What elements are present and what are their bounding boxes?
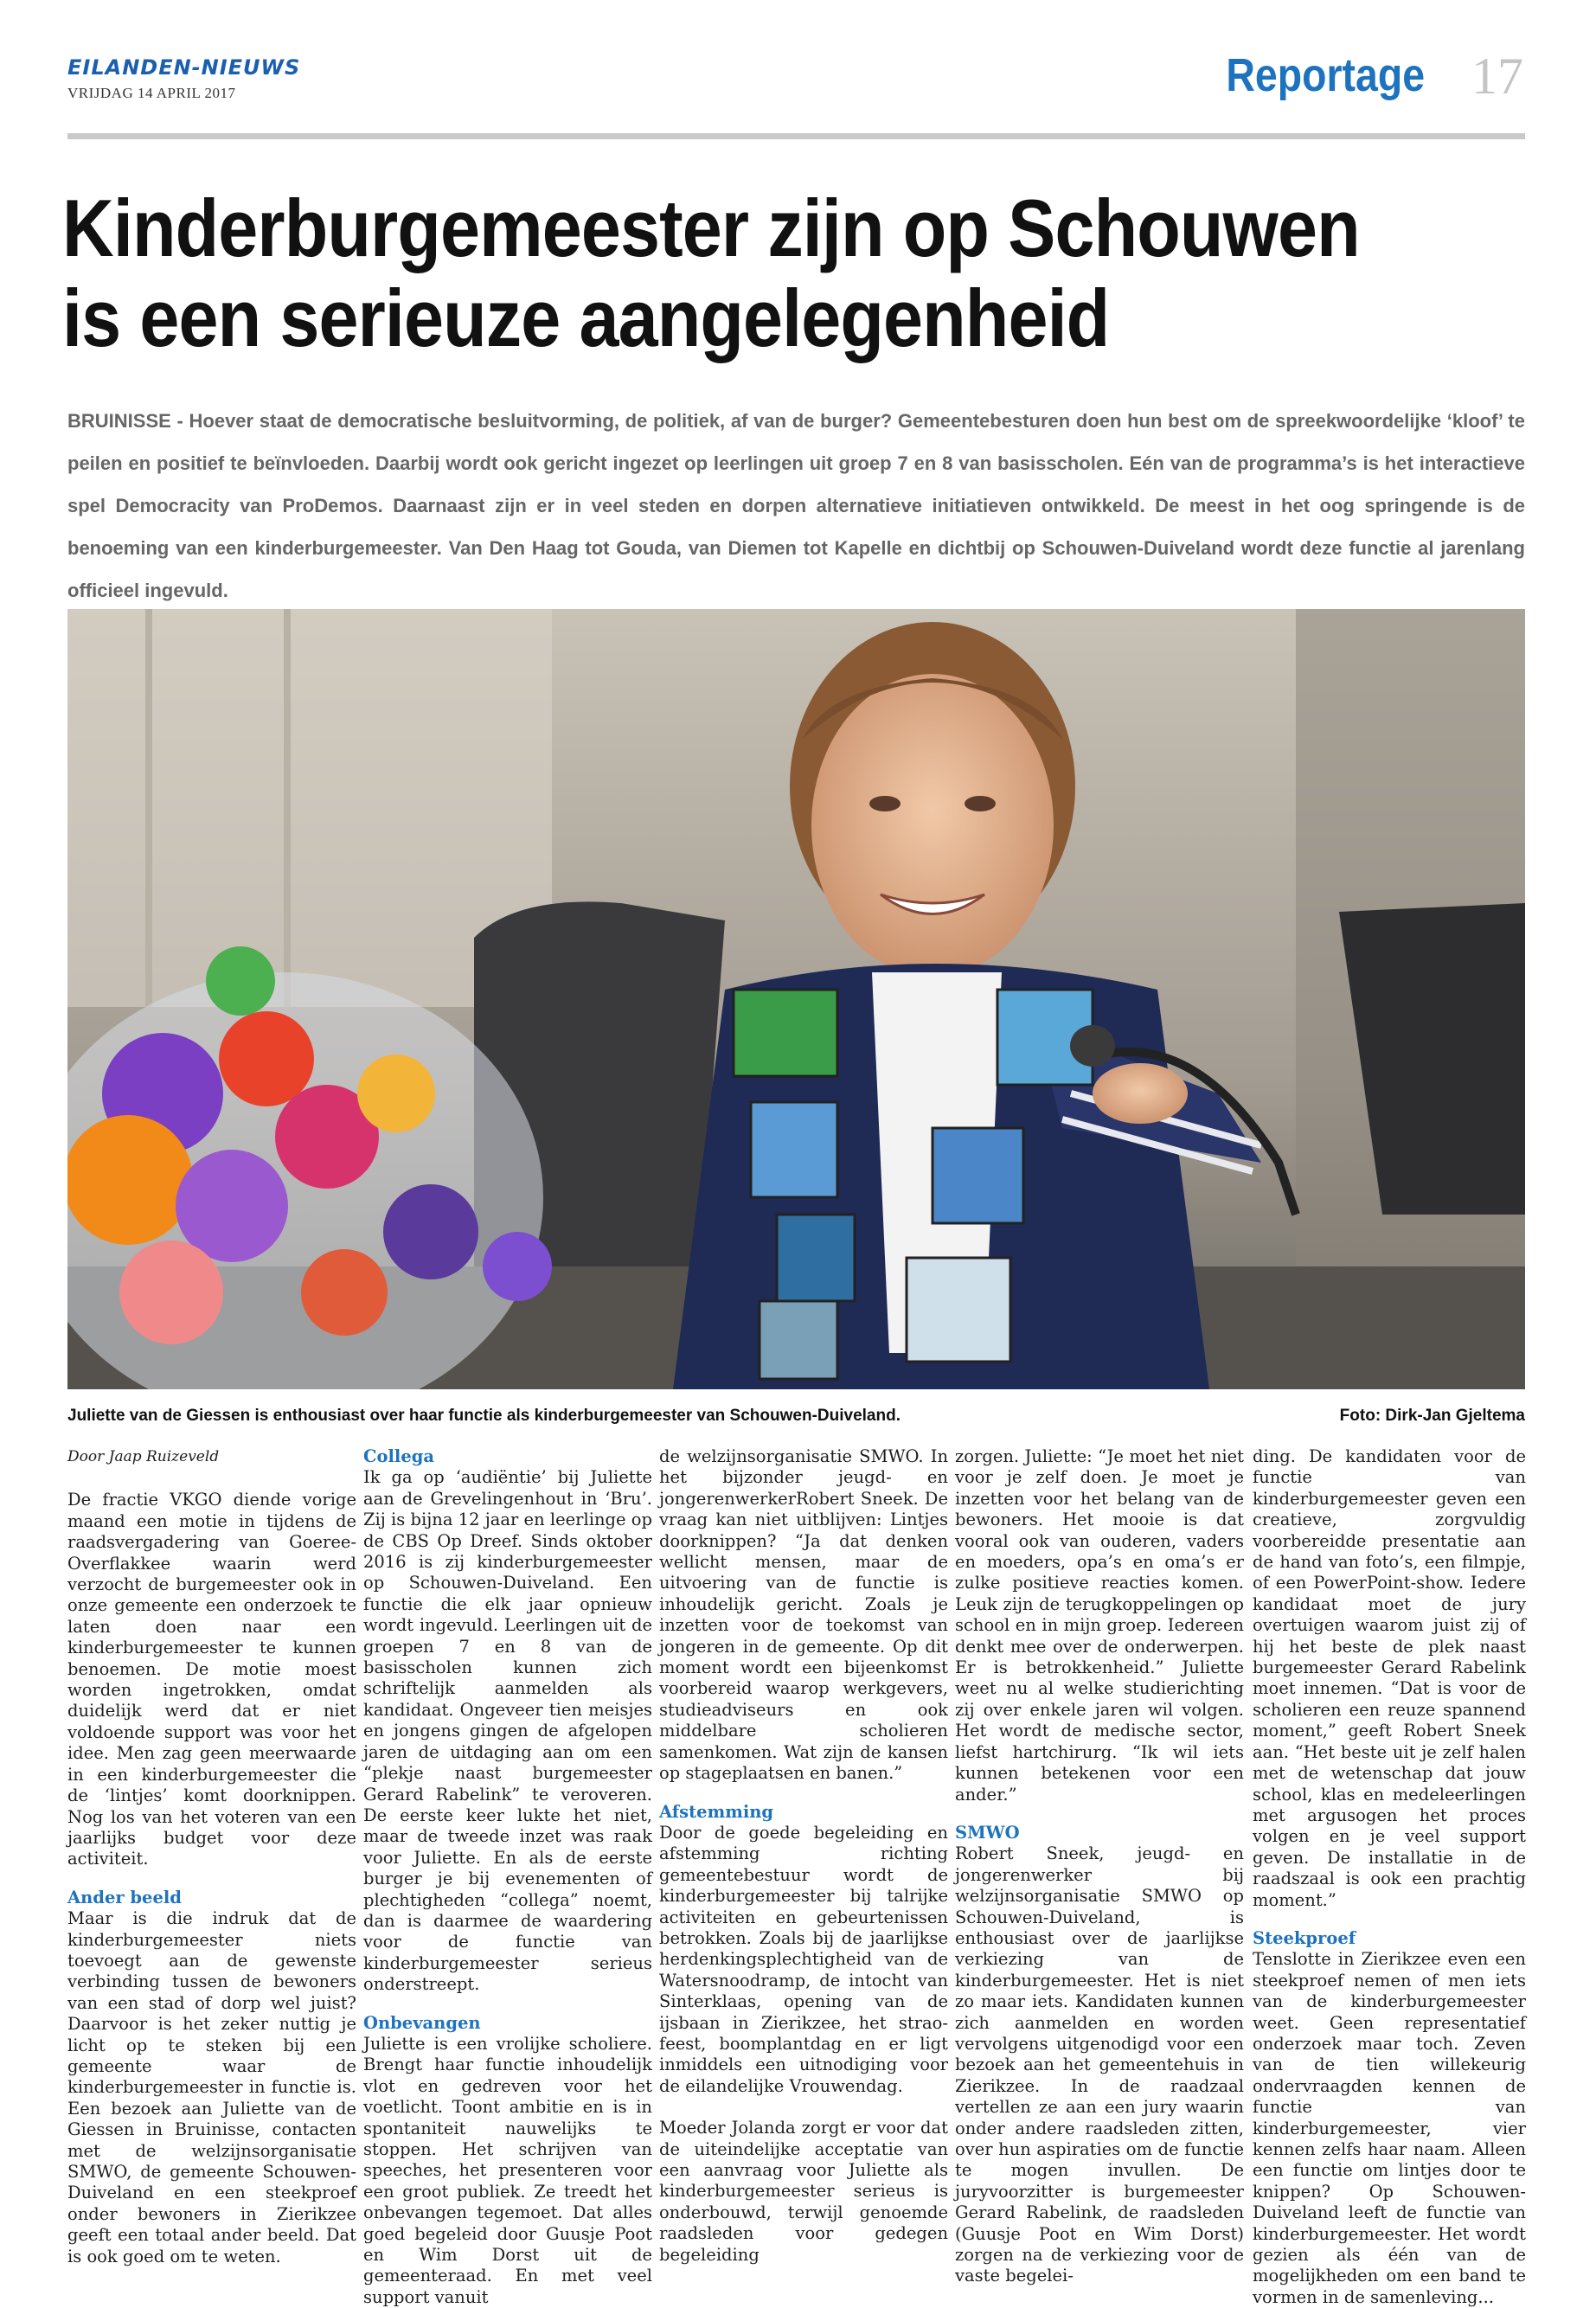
article-column-3	[659, 1446, 948, 2266]
subheading-smwo: SMWO	[955, 1822, 1020, 1843]
photo-credit: Foto: Dirk-Jan Gjeltema	[1339, 1407, 1525, 1425]
paragraph: Tenslotte in Zierikzee even een steekproef nemen of men iets van de kinderburgemeester weet. Geen representatief onderzoek maar toch. Zeven van de tien willekeurig ondervraagden kennen de functie van kinderburgemeester, vier kennen zelfs haar naam. Alleen een functie om lintjes door te knippen? Op Schouwen-Duiveland leeft de functie van kinderburgemeester. Het wordt gezien als één van de mogelijkheden om een band te vormen in de samenleving...	[1253, 1949, 1526, 2307]
headline-line-1: Kinderburgemeester zijn op Schouwen	[62, 183, 1360, 273]
article-headline	[62, 183, 1471, 363]
subheading-onbevangen: Onbevangen	[363, 2012, 481, 2033]
photo-caption: Juliette van de Giessen is enthousiast over haar functie als kinderburgemeester van Schouwen-Duiveland.	[67, 1407, 901, 1425]
article-lede: BRUINISSE - Hoever staat de democratische besluitvorming, de politiek, af van de burger? Gemeentebesturen doen hun best om de spreekwoordelijke ‘kloof’ te peilen en positief te beïnvloeden. Daarbij wordt ook gericht ingezet op leerlingen uit groep 7 en 8 van basisscholen. Eén van de programma’s is het interactieve spel Democracity van ProDemos. Daarnaast zijn er in veel steden en dorpen alternatieve initiatieven ontwikkeld. De meest in het oog springende is de benoeming van een kinderburgemeester. Van Den Haag tot Gouda, van Diemen tot Kapelle en dichtbij op Schouwen-Duiveland wordt deze functie al jarenlang officieel ingevuld.	[67, 410, 1525, 601]
article-column-2	[363, 1446, 652, 2308]
paragraph: Juliette is een vrolijke scholiere. Brengt haar functie inhoudelijk vlot en gedreven voor het voetlicht. Toont ambitie en is in spontaniteit nauwelijks te stoppen. Het schrijven van speeches, het presenteren voor een groot publiek. Ze treedt het onbevangen tegemoet. Dat alles goed begeleid door Guusje Poot en Wim Dorst uit de gemeenteraad. En met veel support vanuit	[363, 2033, 652, 2307]
section-title: Reportage	[1226, 49, 1425, 101]
byline: Door Jaap Ruizeveld	[67, 1448, 220, 1465]
publication-masthead: EILANDEN-NIEUWS	[67, 55, 301, 80]
paragraph: zorgen. Juliette: “Je moet het niet voor je zelf doen. Je moet je inzetten voor het belang van de bewoners. Het mooie is dat vooral ook van ouderen, vaders en moeders, opa’s en oma’s er zulke positieve reacties komen. Leuk zijn de terugkoppelingen op school en in mijn groep. Iedereen denkt mee over de onderwerpen. Er is betrokkenheid.” Juliette weet nu al welke studierichting zij over enkele jaren wil volgen. Het wordt de medische sector, liefst hartchirurg. “Ik wil iets kunnen betekenen voor een ander.”	[955, 1446, 1244, 1805]
page-number: 17	[1471, 48, 1523, 105]
header-divider	[67, 133, 1525, 139]
subheading-collega: Collega	[363, 1446, 435, 1466]
paragraph: Ik ga op ‘audiëntie’ bij Juliette aan de Grevelingenhout in ‘Bru’. Zij is bijna 12 jaar en leerlinge op de CBS Op Dreef. Sinds oktober 2016 is zij kinderburgemeester op Schouwen-Duiveland. Een functie die elk jaar opnieuw wordt ingevuld. Leerlingen uit de groepen 7 en 8 van de basisscholen kunnen zich schriftelijk aanmelden als kandidaat. Ongeveer tien meisjes en jongens gingen de afgelopen jaren de uitdaging aan om een “plekje naast burgemeester Gerard Rabelink” te veroveren. De eerste keer lukte het niet, maar de tweede inzet was raak voor Juliette. En als de eerste burger je bij evenementen of plechtigheden “collega” noemt, dan is daarmee de waardering voor de functie van kinderburgemeester serieus onderstreept.	[363, 1467, 652, 1995]
article-column-4	[955, 1446, 1244, 2287]
article-column-5	[1253, 1446, 1526, 2308]
paragraph: ding. De kandidaten voor de functie van kinderburgemeester geven een creatieve, zorgvuldig voorbereidde presentatie aan de hand van foto’s, een filmpje, of een PowerPoint-show. Iedere kandidaat moet de jury overtuigen waarom juist zij of hij het beste de plek naast burgemeester Gerard Rabelink moet innemen. “Dat is voor de scholieren een reuze spannend moment,” geeft Robert Sneek aan. “Het beste uit je zelf halen met de wetenschap dat jouw school, klas en medeleerlingen met argusogen het proces volgen en je veel support geven. De installatie in de raadszaal is ook een prachtig moment.”	[1253, 1446, 1526, 1910]
headline-line-2: is een serieuze aangelegenheid	[62, 272, 1110, 363]
subheading-ander-beeld: Ander beeld	[67, 1887, 182, 1907]
paragraph: Robert Sneek, jeugd- en jongerenwerker bij welzijnsorganisatie SMWO op Schouwen-Duiveland, is enthousiast over de jaarlijkse verkiezing van de kinderburgemeester. Het is niet zo maar iets. Kandidaten kunnen zich aanmelden en worden vervolgens uitgenodigd voor een bezoek aan het gemeentehuis in Zierikzee. In de raadzaal vertellen ze aan een jury waarin onder andere raadsleden zitten, over hun aspiraties om de functie te mogen invullen. De juryvoorzitter is burgemeester Gerard Rabelink, de raadsleden (Guusje Poot en Wim Dorst) zorgen na de verkiezing voor de vaste begelei-	[955, 1843, 1244, 2286]
article-column-1	[67, 1446, 356, 2267]
paragraph: de welzijnsorganisatie SMWO. In het bijzonder jeugd- en jongerenwerkerRobert Sneek. De vraag kan niet uitblijven: Lintjes doorknippen? “Ja dat denken wellicht mensen, maar de uitvoering van de functie is inhoudelijk gericht. Zoals je inzetten voor de toekomst van jongeren in de gemeente. Op dit moment wordt een bijeenkomst voorbereid waarop werkgevers, studieadviseurs en ook middelbare scholieren samenkomen. Wat zijn de kansen op stageplaatsen en banen.”	[659, 1446, 948, 1784]
paragraph: Moeder Jolanda zorgt er voor dat de uiteindelijke acceptatie van een aanvraag voor Juliette als kinderburgemeester serieus is onderbouwd, terwijl genoemde raadsleden voor gedegen begeleiding	[659, 2118, 948, 2265]
paragraph: Door de goede begeleiding en afstemming richting gemeentebestuur wordt de kinderburgemeester bij talrijke activiteiten en gebeurtenissen betrokken. Zoals bij de jaarlijkse herdenkingsplechtigheid van de Watersnoodramp, de intocht van Sinterklaas, opening van de ijsbaan in Zierikzee, het strao-feest, boomplantdag en er ligt inmiddels een uitnodiging voor de eilandelijke Vrouwendag.	[659, 1822, 948, 2096]
subheading-steekproef: Steekproef	[1253, 1927, 1356, 1948]
paragraph: De fractie VKGO diende vorige maand een motie in tijdens de raadsvergadering van Goeree-Overflakkee waarin werd verzocht de burgemeester ook in onze gemeente een onderzoek te laten doen naar een kinderburgemeester te kunnen benoemen. De motie moest worden ingetrokken, omdat duidelijk werd dat er niet voldoende support was voor het idee. Men zag geen meerwaarde in een kinderburgemeester die de ‘lintjes’ komt doorknippen. Nog los van het voteren van een jaarlijks budget voor deze activiteit.	[67, 1490, 356, 1869]
subheading-afstemming: Afstemming	[659, 1801, 774, 1822]
photo-illustration	[67, 609, 1525, 1389]
paragraph: Maar is die indruk dat de kinderburgemeester niets toevoegt aan de gewenste verbinding tussen de bewoners van een stad of dorp wel juist? Daarvoor is het zeker nuttig je licht op te steken bij een gemeente waar de kinderburgemeester in functie is. Een bezoek aan Juliette van de Giessen in Bruinisse, contacten met de welzijnsorganisatie SMWO, de gemeente Schouwen-Duiveland en een steekproef onder bewoners in Zierikzee geeft een totaal ander beeld. Dat is ook goed om te weten.	[67, 1908, 356, 2266]
article-photo	[67, 609, 1525, 1389]
issue-date: VRIJDAG 14 APRIL 2017	[67, 85, 236, 101]
